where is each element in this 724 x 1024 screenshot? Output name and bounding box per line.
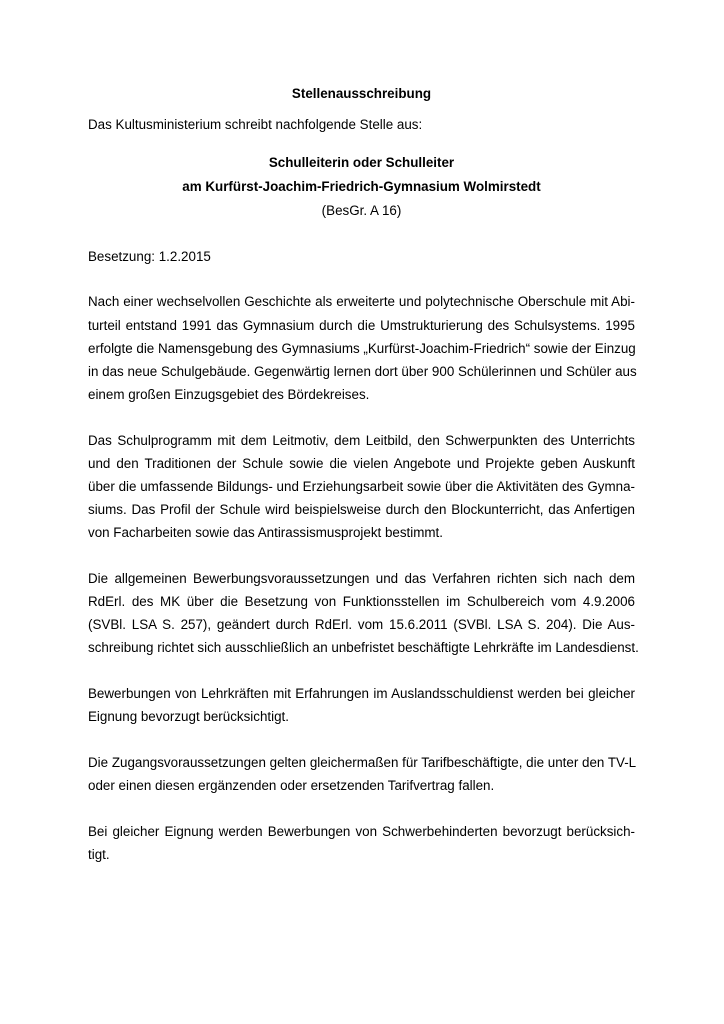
paragraph-line: oder einen diesen ergänzenden oder ersetzenden Tarifvertrag fallen. [88, 778, 495, 793]
intro-text: Das Kultusministerium schreibt nachfolgende Stelle aus: [88, 117, 423, 132]
paragraph-line: schreibung richtet sich ausschließlich an unbefristet beschäftigte Lehrkräfte im Landesdienst. [88, 640, 639, 655]
paragraph-line: einem großen Einzugsgebiet des Bördekreises. [88, 387, 370, 402]
position-title: Schulleiterin oder Schulleiter [268, 155, 455, 170]
paragraph-line: RdErl. des MK über die Besetzung von Funktionsstellen im Schulbereich vom 4.9.2006 [88, 594, 635, 609]
paragraph-line: Bei gleicher Eignung werden Bewerbungen von Schwerbehinderten bevorzugt berücksich- [88, 824, 635, 839]
paragraph-line: turteil entstand 1991 das Gymnasium durch die Umstrukturierung des Schulsystems. 1995 [88, 318, 635, 333]
position-school: am Kurfürst-Joachim-Friedrich-Gymnasium Wolmirstedt [182, 179, 541, 194]
paragraph-line: siums. Das Profil der Schule wird beispielsweise durch den Blockunterricht, das Anfertigen [88, 502, 635, 517]
paragraph-line: in das neue Schulgebäude. Gegenwärtig lernen dort über 900 Schülerinnen und Schüler aus [88, 364, 637, 379]
paragraph-line: von Facharbeiten sowie das Antirassismusprojekt bestimmt. [88, 525, 444, 540]
paragraph-line: über die umfassende Bildungs- und Erziehungsarbeit sowie über die Aktivitäten des Gymna- [88, 479, 635, 494]
paragraph-line: Das Schulprogramm mit dem Leitmotiv, dem Leitbild, den Schwerpunkten des Unterrichts [88, 433, 635, 448]
paragraph-line: Nach einer wechselvollen Geschichte als erweiterte und polytechnische Oberschule mit Abi- [88, 294, 635, 309]
paragraph-line: erfolgte die Namensgebung des Gymnasiums „Kurfürst-Joachim-Friedrich“ sowie der Einzug [88, 341, 636, 356]
paragraph-line: Bewerbungen von Lehrkräften mit Erfahrungen im Auslandsschuldienst werden bei gleicher [88, 686, 635, 701]
pay-grade: (BesGr. A 16) [321, 203, 402, 218]
paragraph-line: Eignung bevorzugt berücksichtigt. [88, 709, 289, 724]
paragraph-line: tigt. [88, 847, 110, 862]
paragraph-line: Die allgemeinen Bewerbungsvoraussetzungen und das Verfahren richten sich nach dem [88, 571, 635, 586]
paragraph-line: Die Zugangsvoraussetzungen gelten gleichermaßen für Tarifbeschäftigte, die unter den TV-L [88, 755, 637, 770]
document-heading: Stellenausschreibung [291, 86, 432, 101]
start-date: Besetzung: 1.2.2015 [88, 249, 211, 264]
paragraph-line: und den Traditionen der Schule sowie die vielen Angebote und Projekte geben Auskunft [88, 456, 635, 471]
paragraph-line: (SVBl. LSA S. 257), geändert durch RdErl. vom 15.6.2011 (SVBl. LSA S. 204). Die Aus- [88, 617, 635, 632]
